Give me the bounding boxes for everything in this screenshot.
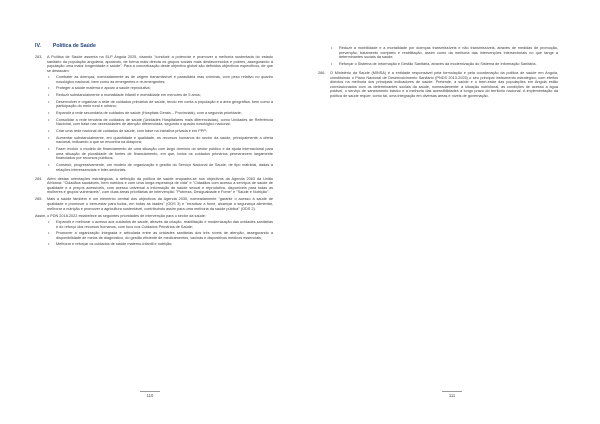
list-item: • Promover a organização integrada e articulada entre as unidades sanitárias dos três níveis de atenção, assegurando a disponibilidade de meios de diagnóstico, do gestão eficiente de medicamentos, vacinas e dispositivos médicos essenciais; — [48, 231, 273, 240]
paragraph-number: Assim, — [35, 213, 47, 218]
list-item: • Reduzir substancialmente a mortalidade infantil e mortalidade em menores de 5 anos; — [48, 93, 201, 98]
paragraph-265 — [35, 197, 273, 211]
list-item: • Reduzir a morbilidade e a mortalidade por doenças transmissíveis e não transmissíveis, através de medidas de promoção, prevenção, tratamento completo e reabilitação, assim como da melhoria das intervenções intersectoriais no que tange a determinantes sociais da saúde; — [331, 46, 558, 60]
paragraph-text: A Política de Saúde assenta na ELP Angola 2025, visando "conduzir a potenciar e promover a melhoria sustentada do estado sanitário da população angolana, apoiando, de forma mais directa os grupos sociais mais desfavorecidos e pobres, assegurando à população uma maior longevidade e saúde". Para a concretização deste objectivo global são definidos objectivos específicos, de que se destacam: — [47, 55, 273, 73]
section-heading — [35, 43, 273, 49]
list-item: • Desenvolver e organizar a rede de cuidados primários de saúde, tendo em conta a população e a área geográfica, bem como a participação do meio rural e urbano; — [48, 99, 273, 109]
list-item: • Expandir a rede secundária de cuidados de saúde (Hospitais Gerais – Provinciais), com a segunda prioridade; — [48, 111, 242, 116]
bullet-list — [47, 220, 273, 247]
list-item: • Construir, progressivamente, um modelo de organização e gestão do Serviço Nacional de Saúde, de tipo matricial, dadas a relações interessenciais e inter-sectoriais. — [48, 162, 273, 172]
list-item: • Criar uma rede nacional de cuidados de saúde, com base na iniciativa privada e em PPP; — [48, 129, 207, 134]
list-item: • Expandir e melhorar o acesso aos cuidados de saúde, através da criação, reabilitação e modernização das unidades sanitárias e do reforço dos recursos humanos, com foco nos Cuidados Primários de Saúde; — [48, 219, 273, 229]
list-item: • Fazer evoluir o modelo de financiamento de uma situação com largo domínio do sector público e da ajuda internacional para uma situação de pluralidade de fontes de financiamento, em que, todos os cuidados primários permanecem largamente financiados por recursos públicos; — [48, 147, 273, 161]
list-item: • Aumentar substancialmente, em quantidade e qualidade, os recursos humanos do sector da saúde, principalmente a oferta nacional, indicando a que se encontra na diáspora; — [48, 135, 273, 145]
paragraph-number: 263. — [35, 55, 43, 59]
bullet-list — [47, 75, 273, 172]
page-number: 110 — [146, 393, 154, 398]
paragraph-266 — [318, 71, 558, 99]
paragraph-text: Mais a saúde também é um elemento central dos objectivos da Agenda 2030, nomeadamente "garantir o acesso à saúde de qualidade e promover o bem-estar para todos, em todas as idades" (ODS 3) e "erradicar a fome, alcançar a segurança alimentar, melhorar a nutrição e promover a agricultura sustentável, contribuindo assim para uma melhoria da saúde pública" (ODS 2). — [47, 197, 273, 211]
list-item: • Melhorar e reforçar os cuidados de saúde materno-infantil e nutrição; — [48, 242, 173, 247]
list-item: • Combater as doenças, nomeadamente as de origem transmissível e parasitária mas crónicas, com peso relativo no quadro nosológico nacional, bem como as emergentes e re-emergentes; — [48, 75, 273, 84]
section-title: Política de Saúde — [52, 43, 96, 49]
bullet-list — [330, 46, 558, 66]
left-column — [35, 43, 273, 252]
page-number: 111 — [448, 393, 456, 398]
right-column — [318, 46, 558, 101]
footer-divider — [140, 391, 160, 392]
list-item: • Reforçar o Sistema de Informação e Gestão Sanitária, através da modernização do Sistema de Informação Sanitária. — [331, 61, 537, 66]
footer-divider — [442, 391, 462, 392]
section-number: IV. — [35, 43, 41, 49]
paragraph-264 — [35, 177, 273, 195]
continued-bullets — [318, 46, 558, 69]
paragraph-text: o PDN 2018-2022 estabelece as seguintes prioridades de intervenção para o sector da saúde: — [47, 213, 206, 218]
right-page — [300, 0, 600, 424]
paragraph-assim — [35, 214, 273, 250]
paragraph-263 — [35, 55, 273, 174]
list-item: • Consolidar a rede terciária de cuidados de saúde (Unidades Hospitalares mais diferenciadas), como Unidades de Referência Nacional, com base nas necessidades de atenção diferenciada, segundo o quadro nosológico nacional; — [48, 117, 273, 127]
paragraph-text: O Ministério da Saúde (MINSA) é a entidade responsável pela formulação e pela coordenação da política de saúde em Angola, constituindo o Plano Nacional de Desenvolvimento Sanitário (PNDS 2013-2025) o seu principal instrumento estratégico, com efeitos directos na melhoria dos principais indicadores de saúde. Pretende, a saúde e o bem-estar das populações em Angola estão correlacionados com os determinantes sociais da saúde, nomeadamente: a situação nutricional, as condições de acesso a água potável, o serviço de saneamento básico e a melhoria das acessibilidades a longo prazo do território nacional. A implementação da política de saúde requer, como tal, uma integração em diversas áreas e níveis de governação. — [330, 70, 558, 98]
list-item: • Proteger a saúde materna e apoiar a saúde reprodutiva; — [48, 86, 151, 91]
paragraph-number: 265. — [35, 197, 43, 202]
paragraph-text: Além destas orientações estratégicas, a definição da política de saúde enquadra-se nos objectivos da Agenda 2063 da União Africana: "Cidadãos saudáveis, bem nutridos e com uma longa esperança de vida" e "Cidadãos com acesso a serviços de saúde de qualidade e a preços acessíveis, com acesso universal a informação de saúde sexual e reprodutiva, disponíveis para todas as mulheres e grupos vulneráveis", com duas áreas prioritárias de intervenção: "Pobreza, Desigualdade e Fome" e "Saúde e Nutrição". — [47, 176, 273, 195]
paragraph-number: 264. — [35, 176, 43, 181]
paragraph-number: 266. — [318, 70, 326, 75]
